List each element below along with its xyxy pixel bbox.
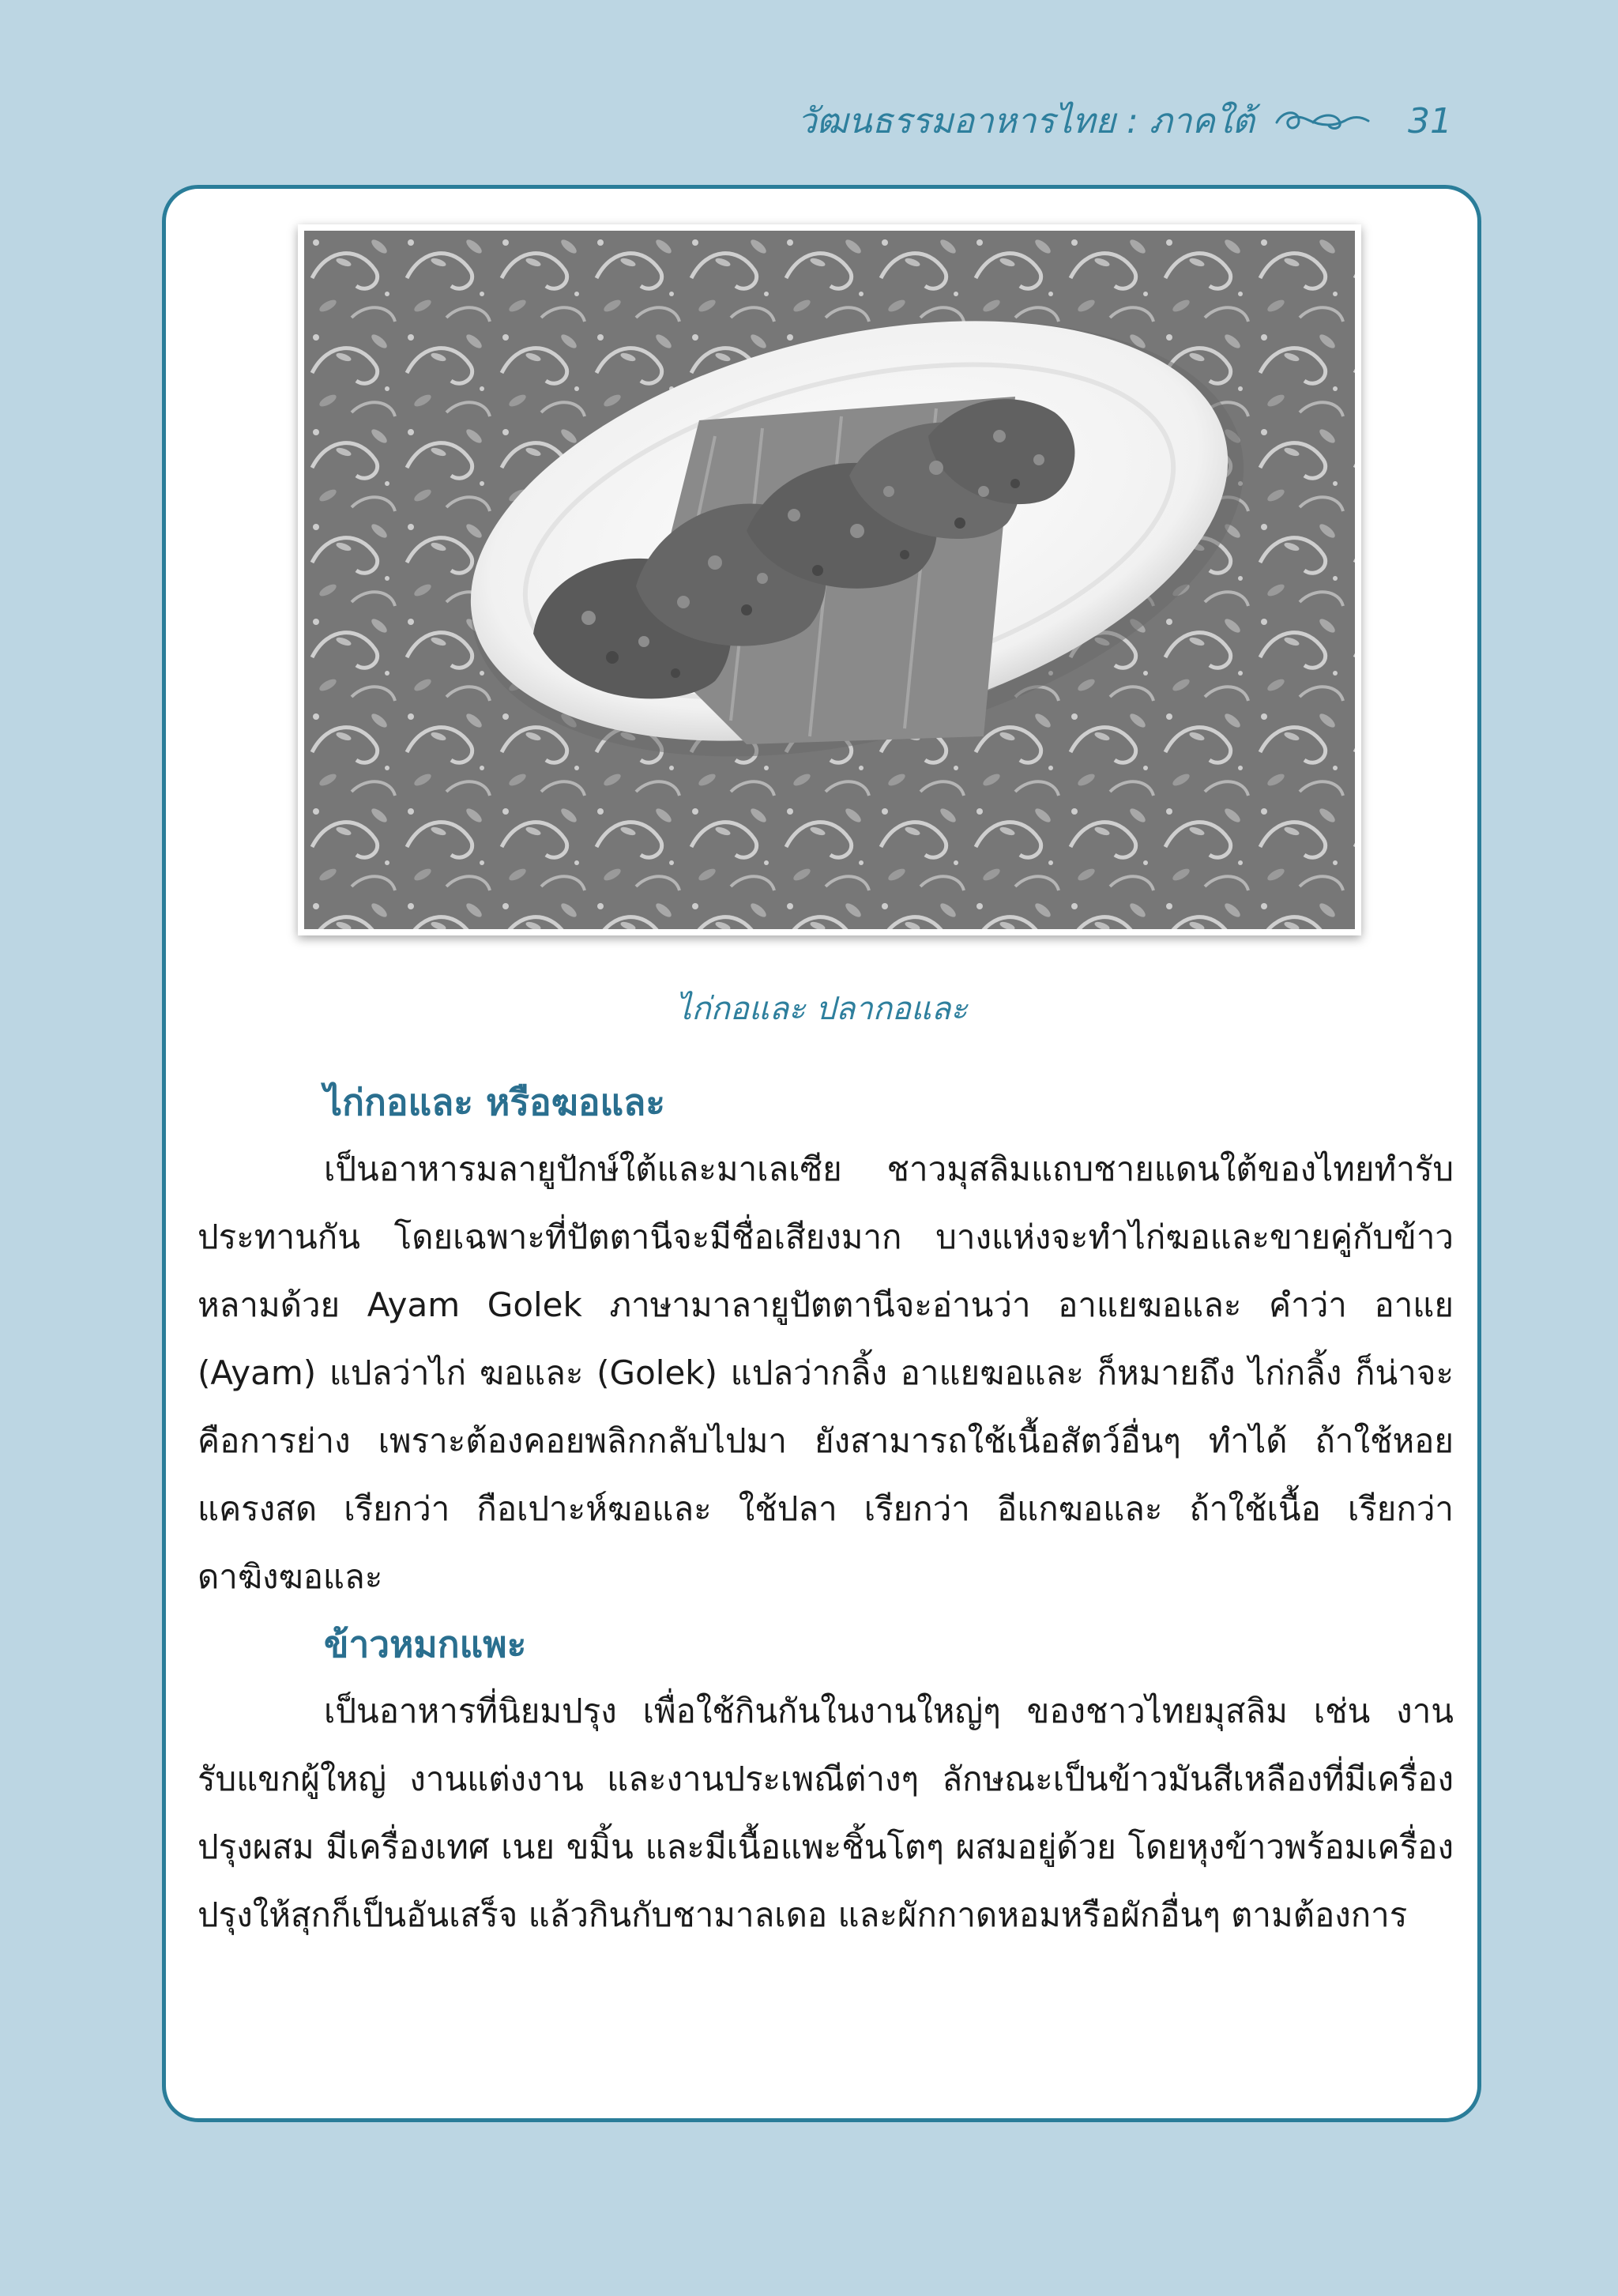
figure-caption: ไก่กอและ ปลากอและ bbox=[675, 991, 968, 1027]
running-header bbox=[797, 93, 1452, 149]
photo-frame bbox=[298, 224, 1361, 935]
book-title: วัฒนธรรมอาหารไทย : ภาคใต้ bbox=[796, 101, 1255, 141]
dish-photo-icon bbox=[304, 231, 1355, 929]
section-heading-gai-kolae: ไก่กอและ หรือฆอและ bbox=[324, 1081, 665, 1124]
paragraph-khao-mok-phae: เป็นอาหารที่นิยมปรุง เพื่อใช้กินกันในงานใหญ่ๆ ของชาวไทยมุสลิม เช่น งานรับแขกผู้ใหญ่ งานแต่งงาน และงานประเพณีต่างๆ ลักษณะเป็นข้าวมันสีเหลืองที่มีเครื่องปรุงผสม มีเครื่องเทศ เนย ขมิ้น และมีเนื้อแพะชิ้นโตๆ ผสมอยู่ด้วย โดยหุงข้าวพร้อมเครื่องปรุงให้สุกก็เป็นอันเสร็จ แล้วกินกับชามาลเดอ และผักกาดหอมหรือผักอื่นๆ ตามต้องการ bbox=[198, 1692, 1454, 1934]
page-number: 31 bbox=[1408, 100, 1452, 141]
article-body bbox=[198, 1069, 1454, 1949]
swirl-ornament-icon bbox=[1272, 105, 1373, 137]
content-panel bbox=[162, 185, 1481, 2122]
paragraph-gai-kolae: เป็นอาหารมลายูปักษ์ใต้และมาเลเซีย ชาวมุสลิมแถบชายแดนใต้ของไทยทำรับประทานกัน โดยเฉพาะที่ปัตตานีจะมีชื่อเสียงมาก บางแห่งจะทำไก่ฆอและขายคู่กับข้าวหลามด้วย Ayam Golek ภาษามาลายูปัตตานีจะอ่านว่า อาแยฆอและ คำว่า อาแย (Ayam) แปลว่าไก่ ฆอและ (Golek) แปลว่ากลิ้ง อาแยฆอและ ก็หมายถึง ไก่กลิ้ง ก็น่าจะคือการย่าง เพราะต้องคอยพลิกกลับไปมา ยังสามารถใช้เนื้อสัตว์อื่นๆ ทำได้ ถ้าใช้หอยแครงสด เรียกว่า กือเปาะห์ฆอและ ใช้ปลา เรียกว่า อีแกฆอและ ถ้าใช้เนื้อ เรียกว่า ดาฆิงฆอและ bbox=[198, 1150, 1454, 1596]
section-heading-khao-mok-phae: ข้าวหมกแพะ bbox=[324, 1623, 527, 1666]
